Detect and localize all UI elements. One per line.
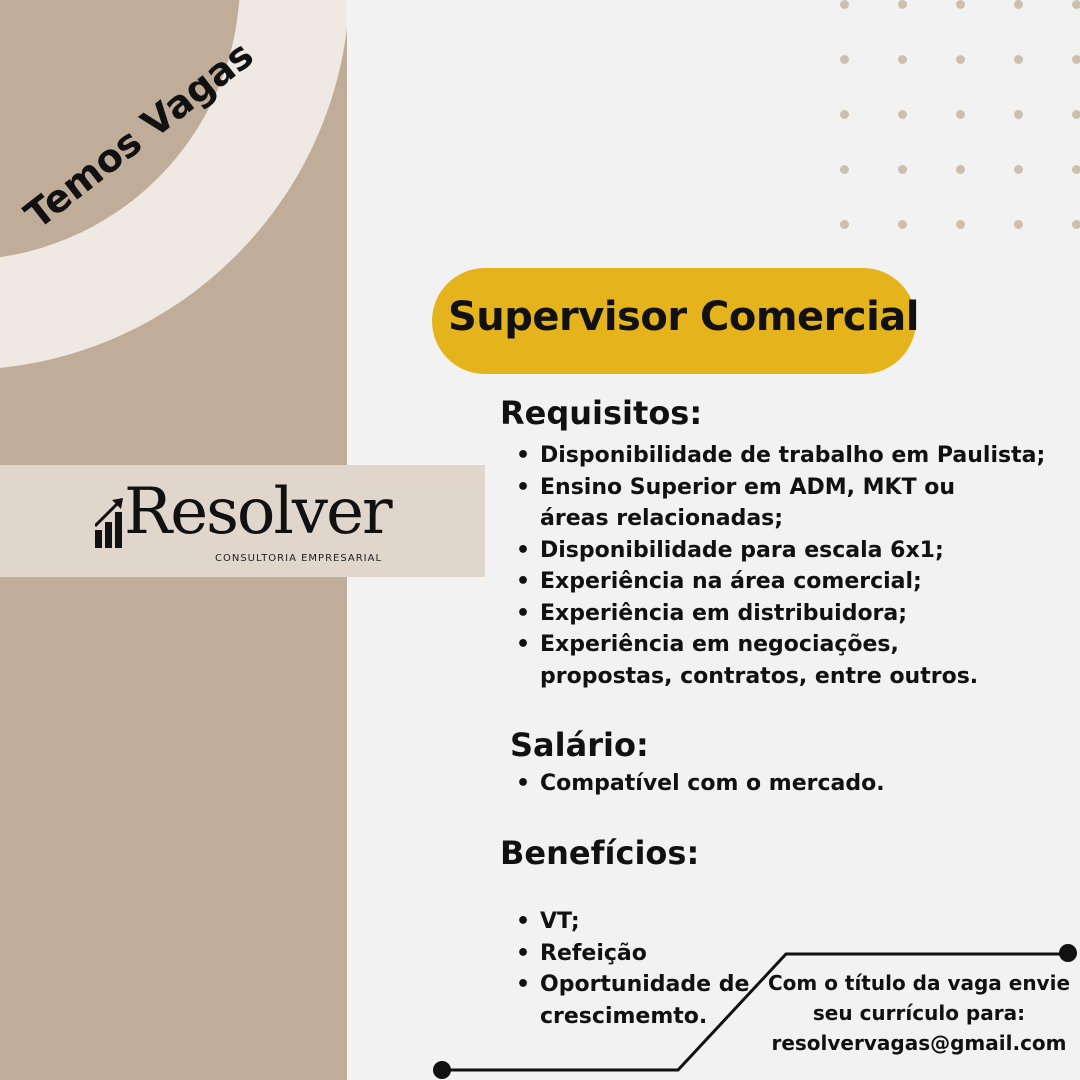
decor-dot <box>1014 165 1023 174</box>
list-item: • Refeição <box>500 938 760 970</box>
decor-dot <box>1072 110 1080 119</box>
decor-dot <box>956 165 965 174</box>
salario-list <box>500 768 1060 800</box>
decor-dot <box>956 110 965 119</box>
beneficios-heading: Benefícios: <box>500 834 700 872</box>
decor-dot <box>1072 55 1080 64</box>
contact-email[interactable]: resolvervagas@gmail.com <box>771 1031 1067 1055</box>
decor-dot <box>1014 110 1023 119</box>
list-item: • Experiência em negociações, propostas, contratos, entre outros. <box>500 629 1060 692</box>
contact-line-1: Com o título da vaga envie <box>767 971 1071 995</box>
decor-dot <box>956 0 965 9</box>
decor-dot <box>1072 220 1080 229</box>
list-item: • Oportunidade de crescimemto. <box>500 969 760 1032</box>
decor-dot <box>840 110 849 119</box>
list-item: • Experiência em distribuidora; <box>500 598 1060 630</box>
logo-chart-icon <box>95 496 127 548</box>
dot-grid-decor <box>838 0 1080 230</box>
decor-dot <box>840 0 849 9</box>
decor-dot <box>1072 165 1080 174</box>
requisitos-heading: Requisitos: <box>500 394 703 432</box>
decor-dot <box>898 165 907 174</box>
decor-dot <box>1014 0 1023 9</box>
list-item: • Ensino Superior em ADM, MKT ou áreas relacionadas; <box>500 472 1060 535</box>
decor-dot <box>1072 0 1080 9</box>
logo-subtitle: CONSULTORIA EMPRESARIAL <box>215 553 383 564</box>
salario-heading: Salário: <box>510 726 649 764</box>
decor-dot <box>1014 220 1023 229</box>
decor-dot <box>1014 55 1023 64</box>
decor-dot <box>840 55 849 64</box>
list-item: • VT; <box>500 906 760 938</box>
decor-dot <box>840 220 849 229</box>
requisitos-list <box>500 440 1060 692</box>
decor-dot <box>840 165 849 174</box>
decor-dot <box>956 55 965 64</box>
contact-info <box>764 968 1074 1058</box>
decor-dot <box>898 55 907 64</box>
decor-dot <box>898 220 907 229</box>
list-item: • Experiência na área comercial; <box>500 566 1060 598</box>
list-item: • Disponibilidade para escala 6x1; <box>500 535 1060 567</box>
decor-dot <box>956 220 965 229</box>
list-item: • Disponibilidade de trabalho em Paulista; <box>500 440 1060 472</box>
decor-dot <box>898 0 907 9</box>
contact-line-2: seu currículo para: <box>812 1001 1026 1025</box>
list-item: • Compatível com o mercado. <box>500 768 1060 800</box>
beneficios-list <box>500 906 760 1032</box>
decor-dot <box>898 110 907 119</box>
temos-vagas-banner: Temos Vagas <box>16 32 262 238</box>
job-title: Supervisor Comercial <box>448 294 919 340</box>
logo-wordmark: Resolver <box>124 475 391 549</box>
